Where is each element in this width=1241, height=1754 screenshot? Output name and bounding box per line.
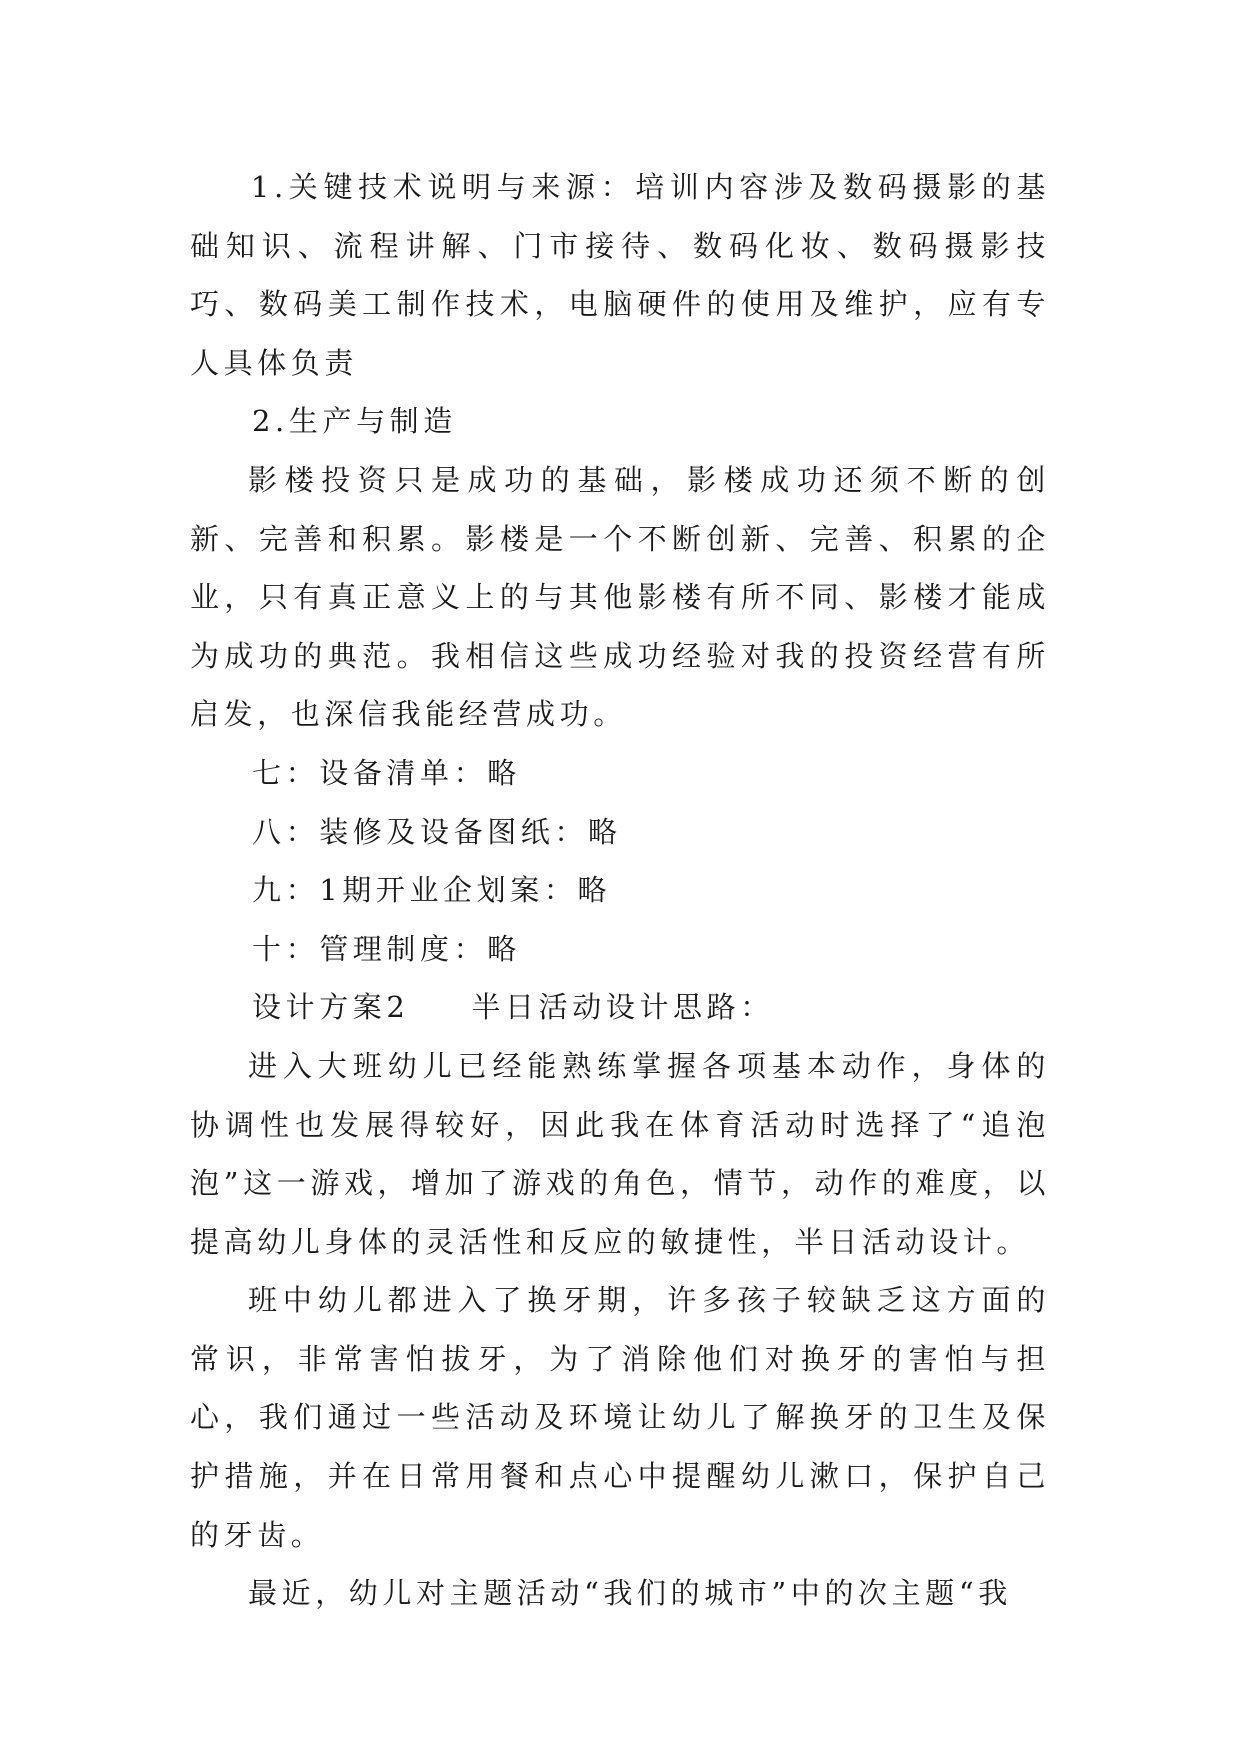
section-opening-plan: 九：1期开业企划案：略 [252, 873, 612, 908]
paragraph-key-technology: 1.关键技术说明与来源：培训内容涉及数码摄影的基础知识、流程讲解、门市接待、数码化妆、数码摄影技巧、数码美工制作技术，电脑硬件的使用及维护，应有专人具体负责 [190, 170, 1050, 380]
paragraph-theme-activity: 最近，幼儿对主题活动“我们的城市”中的次主题“我 [248, 1576, 1012, 1611]
paragraph-sports-activity: 进入大班幼儿已经能熟练掌握各项基本动作，身体的协调性也发展得较好，因此我在体育活动时选择了“追泡泡”这一游戏，增加了游戏的角色，情节，动作的难度，以提高幼儿身体的灵活性和反应的敏捷性，半日活动设计。 [190, 1048, 1050, 1259]
section-renovation-drawings: 八：装修及设备图纸：略 [252, 814, 622, 849]
paragraph-studio-investment: 影楼投资只是成功的基础，影楼成功还须不断的创新、完善和积累。影楼是一个不断创新、完善、积累的企业，只有真正意义上的与其他影楼有所不同、影楼才能成为成功的典范。我相信这些成功经验对我的投资经营有所启发，也深信我能经营成功。 [190, 462, 1050, 732]
paragraph-teeth-changing: 班中幼儿都进入了换牙期，许多孩子较缺乏这方面的常识，非常害怕拔牙，为了消除他们对换牙的害怕与担心，我们通过一些活动及环境让幼儿了解换牙的卫生及保护措施，并在日常用餐和点心中提醒幼儿漱口，保护自己的牙齿。 [190, 1283, 1050, 1552]
document-page [190, 158, 1050, 1623]
paragraph-production: 2.生产与制造 [252, 404, 457, 439]
design-heading [190, 978, 1050, 1037]
section-equipment-list: 七：设备清单：略 [252, 755, 521, 790]
design-heading-right: 半日活动设计思路： [471, 990, 774, 1025]
section-management-system: 十：管理制度：略 [252, 931, 521, 966]
design-heading-left: 设计方案2 [252, 990, 410, 1025]
